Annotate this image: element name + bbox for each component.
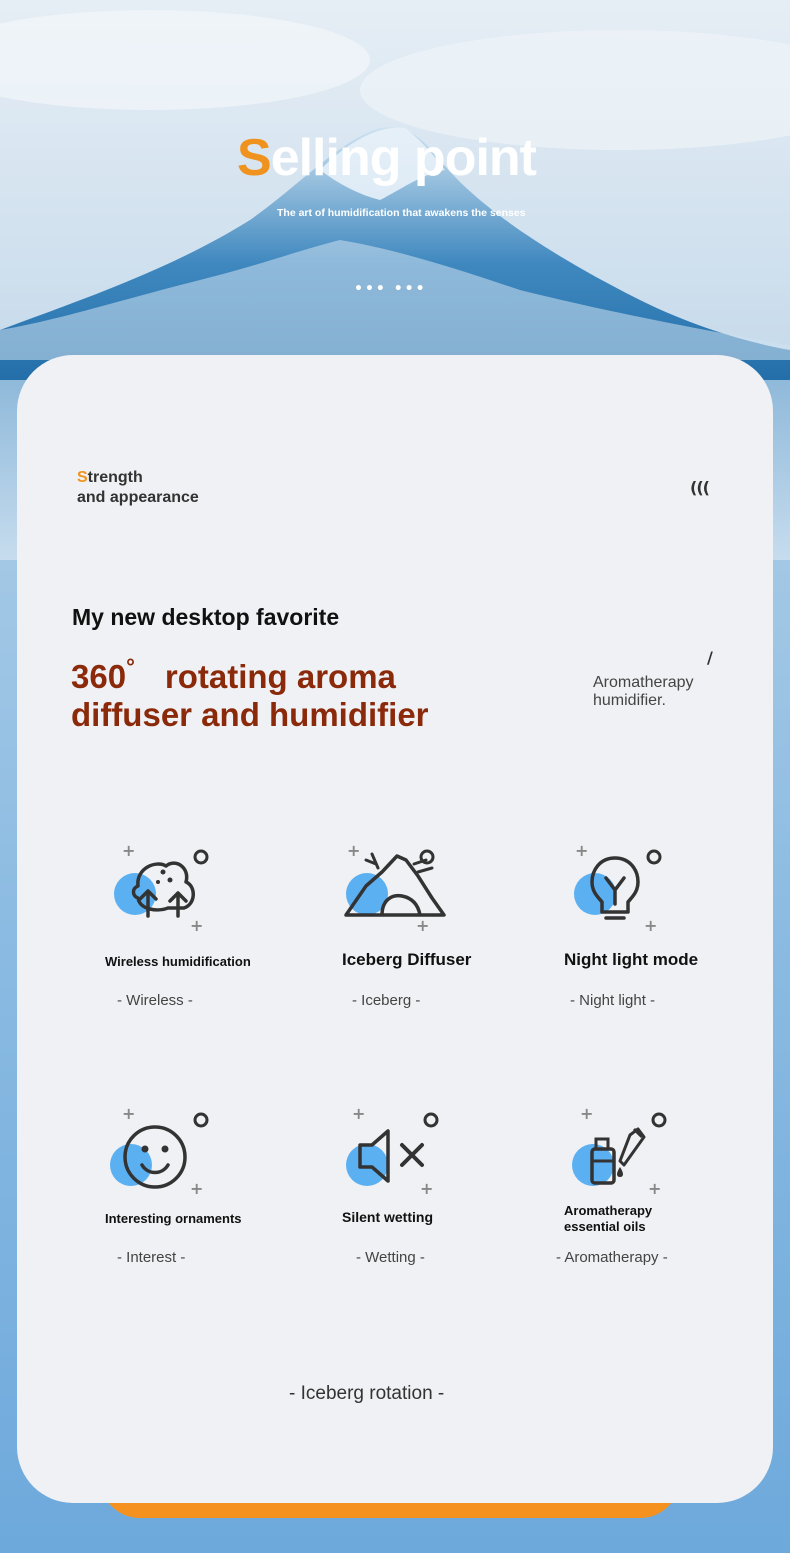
svg-text:+: + xyxy=(122,1105,136,1123)
feature-subtitle: - Night light - xyxy=(570,992,656,1009)
lightbulb-icon xyxy=(570,842,690,942)
footer-caption: - Iceberg rotation - xyxy=(289,1383,445,1404)
feature-subtitle: - Wireless - xyxy=(117,992,193,1009)
feature-title: Interesting ornaments xyxy=(105,1211,242,1226)
feature-subtitle: - Interest - xyxy=(117,1249,186,1266)
hero-dots: ••• ••• xyxy=(354,281,427,297)
svg-text:+: + xyxy=(122,842,136,860)
feature-title: Wireless humidification xyxy=(105,954,251,969)
svg-text:+: + xyxy=(352,1105,366,1123)
svg-text:+: + xyxy=(644,916,658,935)
svg-text:+: + xyxy=(347,842,361,860)
feature-subtitle: - Iceberg - xyxy=(352,992,421,1009)
tagline: Strength and appearance xyxy=(77,469,199,506)
favorite-heading: My new desktop favorite xyxy=(72,604,340,630)
svg-text:+: + xyxy=(416,916,430,935)
svg-text:+: + xyxy=(648,1179,662,1198)
dropper-bottle-icon xyxy=(570,1105,690,1205)
feature-title: Silent wetting xyxy=(342,1209,433,1225)
svg-text:+: + xyxy=(190,916,204,935)
hero-subtitle: The art of humidification that awakens the senses xyxy=(277,207,526,219)
trees-icon xyxy=(110,842,230,942)
feature-title: Iceberg Diffuser xyxy=(342,950,472,969)
smiley-icon xyxy=(110,1105,230,1205)
hero-title: Selling point xyxy=(237,129,536,187)
svg-text:+: + xyxy=(580,1105,594,1123)
feature-title: Aromatherapy essential oils xyxy=(564,1203,653,1234)
side-label: Aromatherapy humidifier. xyxy=(593,674,694,709)
side-slash: / xyxy=(707,648,713,667)
feature-title: Night light mode xyxy=(564,950,699,969)
iceberg-icon xyxy=(342,842,462,942)
svg-text:+: + xyxy=(575,842,589,860)
mute-icon xyxy=(342,1105,462,1205)
svg-text:+: + xyxy=(420,1179,434,1198)
svg-text:+: + xyxy=(190,1179,204,1198)
feature-subtitle: - Aromatherapy - xyxy=(556,1249,668,1266)
feature-subtitle: - Wetting - xyxy=(356,1249,425,1266)
product-headline: 360° rotating aroma diffuser and humidifier xyxy=(71,654,429,733)
sound-waves-icon: ((( xyxy=(690,478,709,497)
